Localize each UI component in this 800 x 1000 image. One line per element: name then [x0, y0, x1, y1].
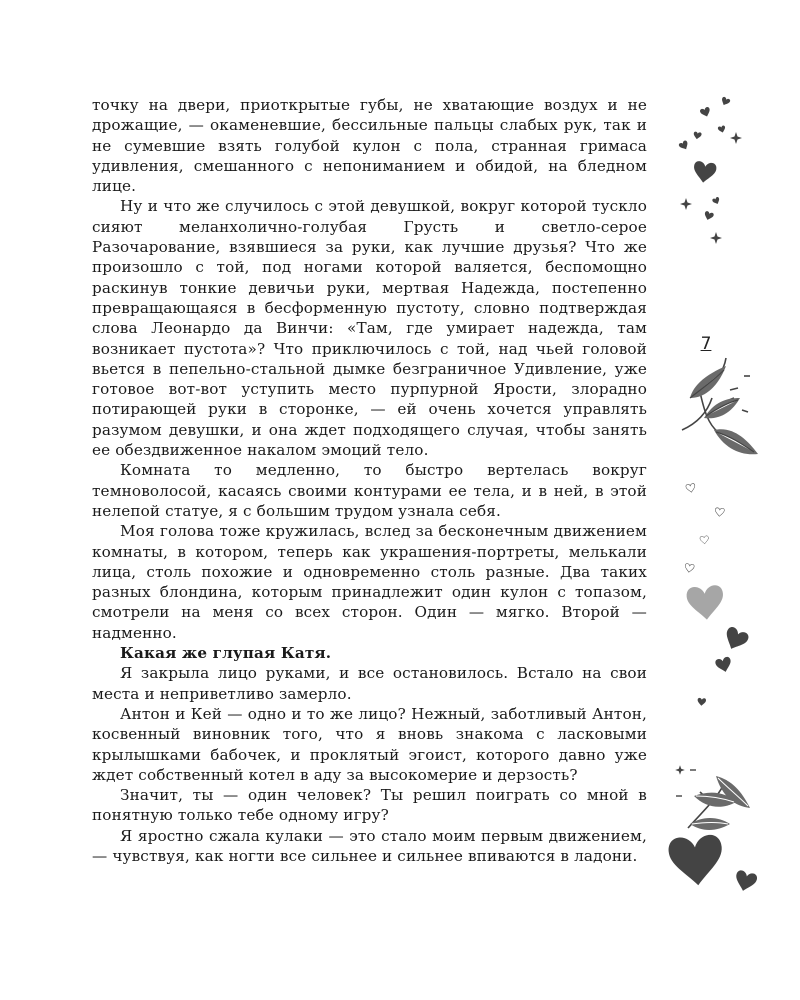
heart-outline-icon: [684, 483, 724, 573]
paragraph: Значит, ты — один человек? Ты решил поиграть со мной в понятную только тебе одному игру?: [92, 786, 647, 825]
heart-icon: [692, 161, 717, 185]
heart-icon: [717, 125, 726, 133]
heart-icon: [720, 96, 731, 107]
page-number: 7: [700, 334, 712, 354]
paragraph-bold: Какая же глупая Катя.: [120, 644, 332, 663]
heart-star-cluster: [678, 96, 742, 244]
heart-icon: [668, 834, 759, 894]
heart-icon: [712, 197, 721, 206]
leaf-icon: [675, 765, 750, 830]
paragraph: Ну и что же случилось с этой девушкой, вокруг которой тускло сияют меланхолично-голубая Грусть и светло-серое Разочарование, взявшиеся за руки, как лучшие друзья? Что же произошло с той, под ногами которой валяется, беспомощно раскинув тонкие девичьи руки, мертвая Надежда, постепенно превращающаяся в бесформенную пустоту, словно подтверждая слова Леонардо да Винчи: «Там, где умирает надежда, там возникает пустота»? Что приключилось с той, над чьей головой вьется в пепельно-стальной дымке безграничное Удивление, уже готовое вот-вот уступить место пурпурной Ярости, злорадно потирающей руки в сторонке, — ей очень хочется управлять разумом девушки, и она ждет подходящего случая, чтобы занять ее обездвиженное накалом эмоций тело.: [92, 197, 647, 460]
heart-icon: [699, 106, 711, 118]
paragraph: Я закрыла лицо руками, и все остановилось. Встало на свои места и неприветливо замерло.: [92, 664, 647, 703]
heart-icon: [703, 211, 714, 222]
paragraph: Моя голова тоже кружилась, вслед за бесконечным движением комнаты, в котором, теперь как украшения-портреты, мелькали лица, столь похожие и одновременно столь разные. Два таких разных блондина, которым принадлежит один кулон с топазом, смотрели на меня со всех сторон. Один — мягко. Второй — надменно.: [92, 522, 647, 642]
paragraph: Антон и Кей — одно и то же лицо? Нежный, заботливый Антон, косвенный виновник того, что я вновь знакома с ласковыми крылышками бабочек, и проклятый эгоист, которого давно уже ждет собственный котел в аду за высокомерие и дерзость?: [92, 704, 647, 784]
page-text: [92, 95, 647, 866]
margin-decoration: [660, 80, 800, 940]
paragraph: Я яростно сжала кулаки — это стало моим первым движением, — чувствуя, как ногти все сильнее и сильнее впиваются в ладони.: [92, 826, 647, 865]
star-icon: [680, 198, 692, 210]
heart-icon: [686, 585, 725, 622]
star-icon: [710, 232, 722, 244]
paragraph: Комната то медленно, то быстро вертелась вокруг темноволосой, касаясь своими контурами ее тела, и в ней, в этой нелепой статуе, я с большим трудом узнала себя.: [92, 461, 647, 520]
heart-icon: [697, 625, 750, 706]
paragraph: точку на двери, приоткрытые губы, не хватающие воздух и не дрожащие, — окаменевшие, бессильные пальцы слабых рук, так и не сумевшие взять голубой кулон с пола, странная гримаса удивления, смешанного с непониманием и обидой, на бледном лице.: [92, 96, 647, 196]
heart-icon: [693, 131, 702, 139]
leaf-icon: [690, 366, 758, 454]
star-icon: [730, 132, 742, 144]
heart-icon: [678, 140, 690, 152]
